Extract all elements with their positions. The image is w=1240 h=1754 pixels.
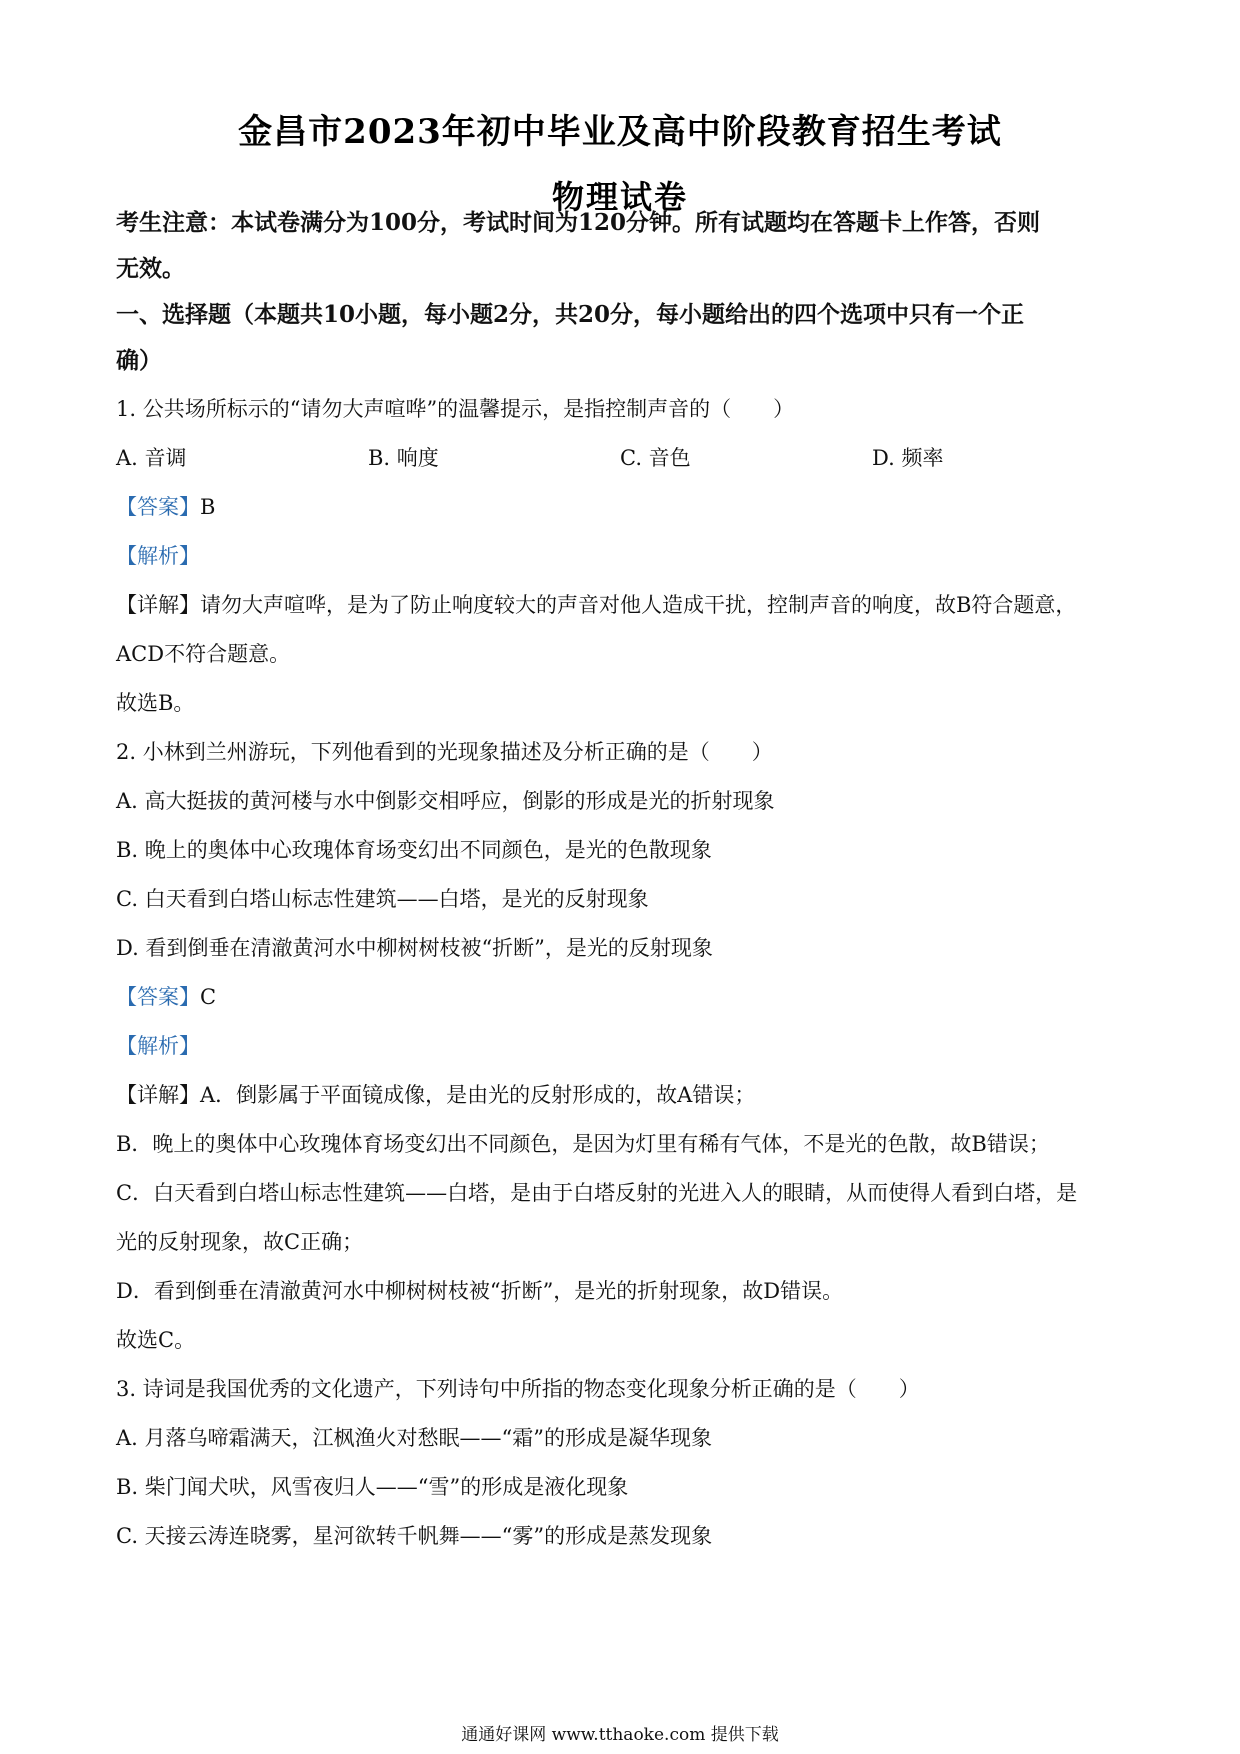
- exam-title: 金昌市2023年初中毕业及高中阶段教育招生考试: [238, 112, 1002, 152]
- q2-detail-line-3: C．白天看到白塔山标志性建筑——白塔，是由于白塔反射的光进入人的眼睛，从而使得人看到白塔，是: [116, 1181, 1078, 1205]
- q1-detail-line-1: 【详解】请勿大声喧哗，是为了防止响度较大的声音对他人造成干扰，控制声音的响度，故B符合题意，: [116, 593, 1077, 617]
- q2-stem: 2. 小林到兰州游玩，下列他看到的光现象描述及分析正确的是（ ）: [116, 740, 773, 764]
- q1-option-d: D. 频率: [872, 446, 944, 470]
- q2-answer-tag: 【答案】: [116, 985, 200, 1009]
- q2-conclusion: 故选C。: [116, 1328, 196, 1352]
- q1-answer: [116, 492, 1126, 522]
- q3-option-b: B. 柴门闻犬吠，风雪夜归人——“雪”的形成是液化现象: [116, 1475, 629, 1499]
- q2-option-b: B. 晚上的奥体中心玫瑰体育场变幻出不同颜色，是光的色散现象: [116, 838, 712, 862]
- q1-option-b: B. 响度: [368, 446, 439, 470]
- q3-option-a: A. 月落乌啼霜满天，江枫渔火对愁眠——“霜”的形成是凝华现象: [116, 1426, 712, 1450]
- q2-option-a: A. 高大挺拔的黄河楼与水中倒影交相呼应，倒影的形成是光的折射现象: [116, 789, 775, 813]
- exam-subtitle: 物理试卷: [551, 178, 688, 216]
- q3-option-c: C. 天接云涛连晓雾，星河欲转千帆舞——“雾”的形成是蒸发现象: [116, 1524, 713, 1548]
- q2-option-c: C. 白天看到白塔山标志性建筑——白塔，是光的反射现象: [116, 887, 649, 911]
- q1-detail-line-2: ACD不符合题意。: [116, 642, 291, 666]
- q2-answer: [116, 982, 1126, 1012]
- q2-detail-line-2: B．晚上的奥体中心玫瑰体育场变幻出不同颜色，是因为灯里有稀有气体，不是光的色散，故B错误；: [116, 1132, 1050, 1156]
- download-footer: 通通好课网 www.tthaoke.com 提供下载: [461, 1725, 779, 1745]
- q1-analysis-tag: 【解析】: [116, 544, 200, 568]
- notice-line-1: 考生注意：本试卷满分为100分，考试时间为120分钟。所有试题均在答题卡上作答，否则: [116, 209, 1041, 236]
- section-heading-line-2: 确）: [116, 347, 162, 374]
- q1-option-c: C. 音色: [620, 446, 691, 470]
- notice-line-2: 无效。: [116, 255, 185, 282]
- q2-analysis-tag: 【解析】: [116, 1034, 200, 1058]
- q1-answer-value: B: [200, 495, 216, 519]
- section-heading-line-1: 一、选择题（本题共10小题，每小题2分，共20分，每小题给出的四个选项中只有一个正: [116, 301, 1025, 328]
- q2-detail-line-1: 【详解】A．倒影属于平面镜成像，是由光的反射形成的，故A错误；: [116, 1083, 756, 1107]
- q1-option-a: A. 音调: [116, 446, 187, 470]
- q1-conclusion: 故选B。: [116, 691, 195, 715]
- q2-option-d: D. 看到倒垂在清澈黄河水中柳树树枝被“折断”，是光的反射现象: [116, 936, 713, 960]
- q1-answer-tag: 【答案】: [116, 495, 200, 519]
- q2-answer-value: C: [200, 985, 217, 1009]
- q2-detail-line-5: D．看到倒垂在清澈黄河水中柳树树枝被“折断”，是光的折射现象，故D错误。: [116, 1279, 844, 1303]
- q1-stem: 1. 公共场所标示的“请勿大声喧哗”的温馨提示，是指控制声音的（ ）: [116, 397, 795, 421]
- q2-detail-line-4: 光的反射现象，故C正确；: [116, 1230, 364, 1254]
- q3-stem: 3. 诗词是我国优秀的文化遗产，下列诗句中所指的物态变化现象分析正确的是（ ）: [116, 1377, 920, 1401]
